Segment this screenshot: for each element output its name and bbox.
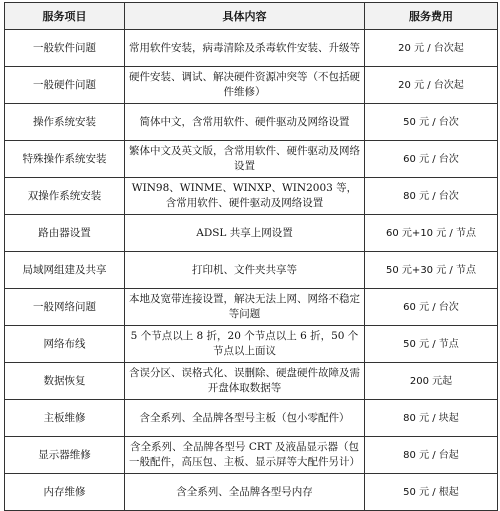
content-cell: 常用软件安装，病毒清除及杀毒软件安装、升级等	[125, 30, 365, 67]
table-body	[5, 30, 498, 511]
table-row	[5, 437, 498, 474]
content-cell: 本地及宽带连接设置，解决无法上网、网络不稳定等问题	[125, 289, 365, 326]
fee-cell: 50 元+30 元 / 节点	[365, 252, 498, 289]
content-cell: 含全系列、全品牌各型号内存	[125, 474, 365, 511]
table-row	[5, 252, 498, 289]
table-row	[5, 67, 498, 104]
fee-cell: 80 元 / 块起	[365, 400, 498, 437]
header-row	[5, 3, 498, 30]
fee-cell: 60 元 / 台次	[365, 289, 498, 326]
table-row	[5, 215, 498, 252]
service-price-table	[4, 2, 498, 511]
service-cell: 特殊操作系统安装	[5, 141, 125, 178]
table-row	[5, 104, 498, 141]
content-cell: 打印机、文件夹共享等	[125, 252, 365, 289]
table-row	[5, 30, 498, 67]
fee-cell: 60 元 / 台次	[365, 141, 498, 178]
service-cell: 内存维修	[5, 474, 125, 511]
table-row	[5, 178, 498, 215]
fee-cell: 60 元+10 元 / 节点	[365, 215, 498, 252]
service-cell: 路由器设置	[5, 215, 125, 252]
fee-cell: 80 元 / 台起	[365, 437, 498, 474]
header-content: 具体内容	[125, 3, 365, 30]
content-cell: ADSL 共享上网设置	[125, 215, 365, 252]
service-cell: 一般硬件问题	[5, 67, 125, 104]
fee-cell: 20 元 / 台次起	[365, 30, 498, 67]
service-cell: 局域网组建及共享	[5, 252, 125, 289]
content-cell: 简体中文，含常用软件、硬件驱动及网络设置	[125, 104, 365, 141]
header-fee: 服务费用	[365, 3, 498, 30]
table-row	[5, 474, 498, 511]
content-cell: 含误分区、误格式化、误删除、硬盘硬件故障及需开盘体取数据等	[125, 363, 365, 400]
fee-cell: 200 元起	[365, 363, 498, 400]
table-row	[5, 326, 498, 363]
fee-cell: 50 元 / 根起	[365, 474, 498, 511]
table-row	[5, 141, 498, 178]
fee-cell: 50 元 / 台次	[365, 104, 498, 141]
service-cell: 主板维修	[5, 400, 125, 437]
content-cell: 5 个节点以上 8 折，20 个节点以上 6 折，50 个节点以上面议	[125, 326, 365, 363]
service-cell: 数据恢复	[5, 363, 125, 400]
fee-cell: 50 元 / 节点	[365, 326, 498, 363]
table-row	[5, 289, 498, 326]
fee-cell: 20 元 / 台次起	[365, 67, 498, 104]
content-cell: 含全系列、全品牌各型号主板（包小零配件）	[125, 400, 365, 437]
service-cell: 网络布线	[5, 326, 125, 363]
header-service: 服务项目	[5, 3, 125, 30]
content-cell: WIN98、WINME、WINXP、WIN2003 等，含常用软件、硬件驱动及网络设置	[125, 178, 365, 215]
service-cell: 显示器维修	[5, 437, 125, 474]
service-cell: 双操作系统安装	[5, 178, 125, 215]
table-row	[5, 363, 498, 400]
service-cell: 操作系统安装	[5, 104, 125, 141]
content-cell: 硬件安装、调试、解决硬件资源冲突等（不包括硬件维修）	[125, 67, 365, 104]
table-row	[5, 400, 498, 437]
content-cell: 含全系列、全品牌各型号 CRT 及液晶显示器（包一般配件，高压包、主板、显示屏等大配件另计）	[125, 437, 365, 474]
service-cell: 一般软件问题	[5, 30, 125, 67]
content-cell: 繁体中文及英文版，含常用软件、硬件驱动及网络设置	[125, 141, 365, 178]
fee-cell: 80 元 / 台次	[365, 178, 498, 215]
service-cell: 一般网络问题	[5, 289, 125, 326]
